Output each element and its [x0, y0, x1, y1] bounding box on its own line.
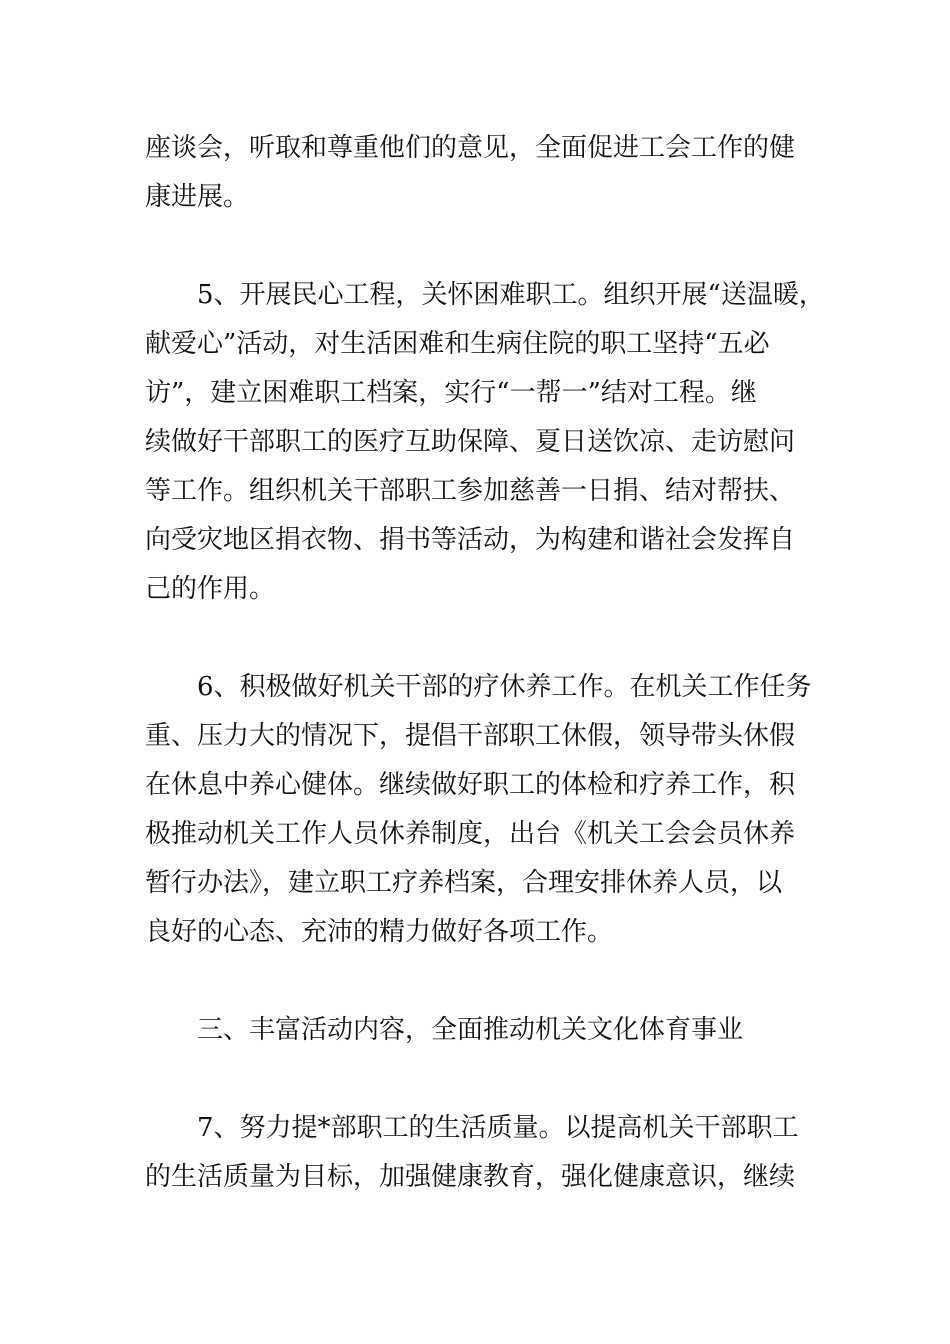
- text-line: 暂行办法》，建立职工疗养档案，合理安排休养人员，以: [145, 868, 783, 898]
- text-line: 的生活质量为目标，加强健康教育，强化健康意识，继续: [145, 1162, 796, 1192]
- text-line: 良好的心态、充沛的精力做好各项工作。: [145, 917, 614, 947]
- document-body: [145, 124, 835, 1202]
- text-line: 等工作。组织机关干部职工参加慈善一日捐、结对帮扶、: [145, 476, 796, 506]
- text-line: 向受灾地区捐衣物、捐书等活动，为构建和谐社会发挥自: [145, 525, 796, 555]
- paragraph-gap: [145, 1055, 835, 1104]
- paragraph-7-first-line: 7、努力提*部职工的生活质量。以提高机关干部职工: [197, 1113, 799, 1143]
- text-line: 献爱心”活动，对生活困难和生病住院的职工坚持“五必: [145, 329, 770, 359]
- paragraph-gap: [145, 614, 835, 663]
- text-line: 己的作用。: [145, 574, 276, 604]
- paragraph-gap: [145, 222, 835, 271]
- text-line: 访”，建立困难职工档案，实行“一帮一”结对工程。继: [145, 378, 757, 408]
- text-line: 座谈会，听取和尊重他们的意见，全面促进工会工作的健: [145, 133, 796, 163]
- text-line: 在休息中养心健体。继续做好职工的体检和疗养工作，积: [145, 770, 796, 800]
- text-line: 极推动机关工作人员休养制度，出台《机关工会会员休养: [145, 819, 796, 849]
- paragraph-gap: [145, 957, 835, 1006]
- text-line: 续做好干部职工的医疗互助保障、夏日送饮凉、走访慰问: [145, 427, 796, 457]
- text-line: 重、压力大的情况下，提倡干部职工休假，领导带头休假: [145, 721, 796, 751]
- section-heading: 三、丰富活动内容，全面推动机关文化体育事业: [197, 1015, 744, 1045]
- paragraph-6-first-line: 6、积极做好机关干部的疗休养工作。在机关工作任务: [197, 672, 812, 702]
- paragraph-5-first-line: 5、开展民心工程，关怀困难职工。组织开展“送温暖，: [197, 280, 825, 310]
- text-line: 康进展。: [145, 182, 250, 212]
